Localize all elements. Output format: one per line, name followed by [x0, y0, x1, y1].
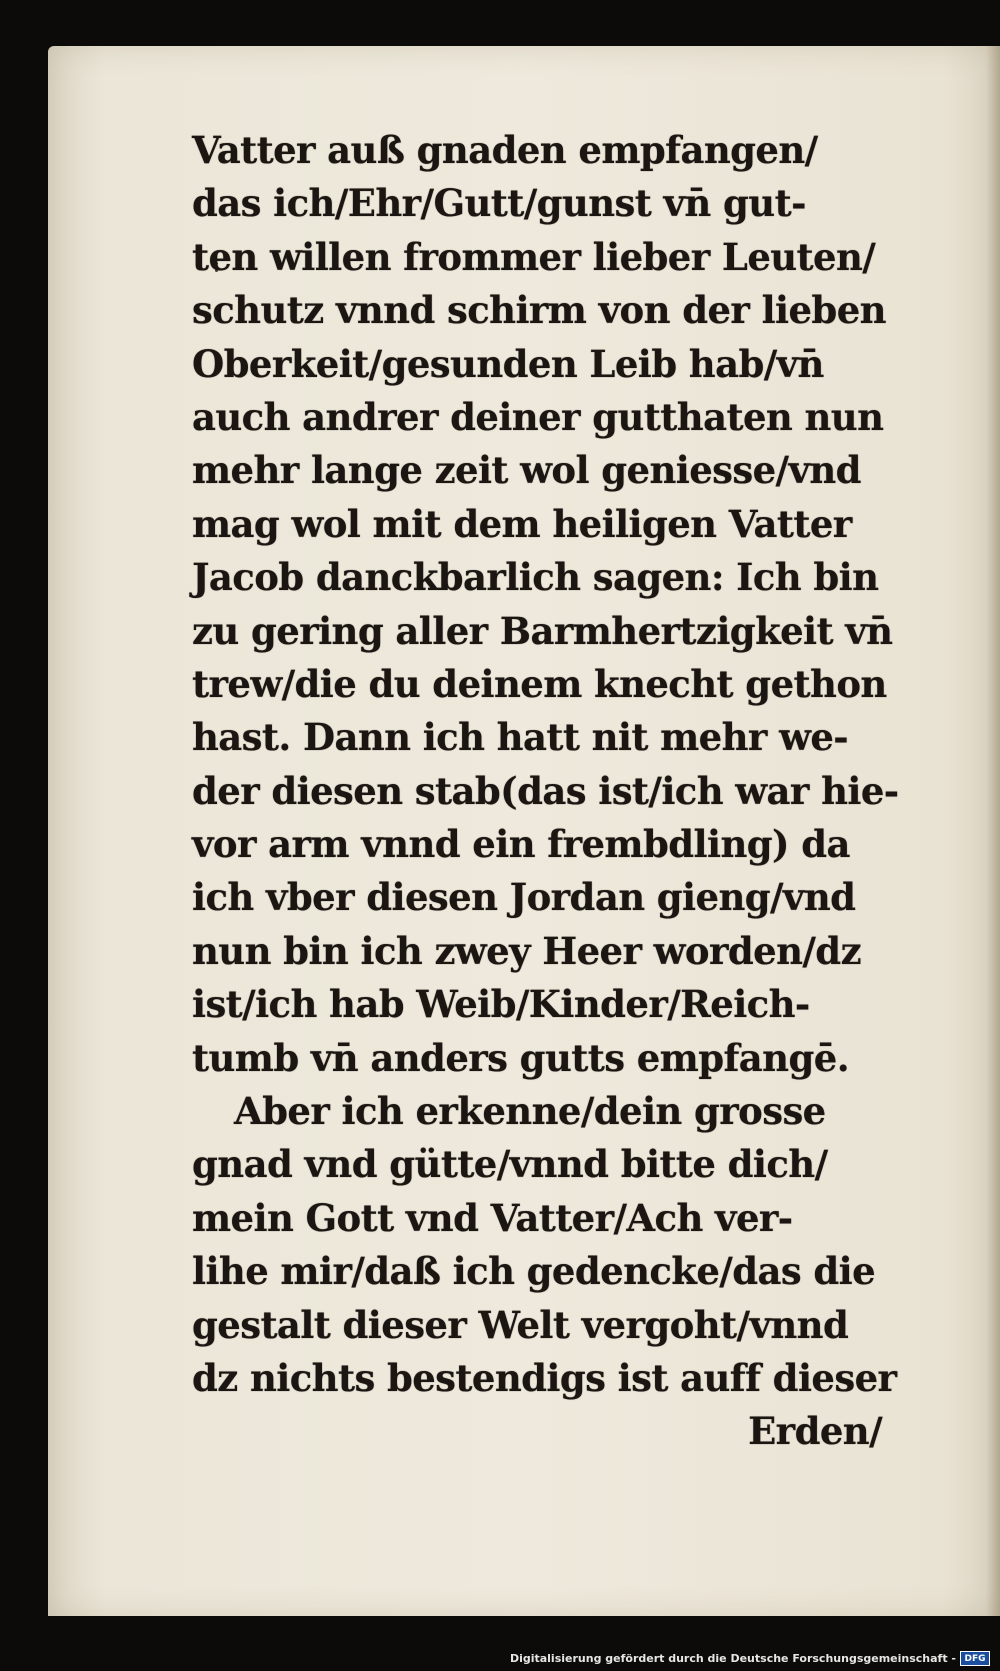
body-text: [192, 124, 899, 1459]
text-line: tumb vn̄ anders gutts empfangē.: [192, 1035, 849, 1080]
text-line: dz nichts bestendigs ist auff dieser: [192, 1355, 897, 1400]
text-line: Jacob danckbarlich sagen: Ich bin: [192, 555, 879, 600]
page-edge-shadow: [986, 46, 1000, 1616]
text-line: trew/die du deinem knecht gethon: [192, 661, 887, 706]
text-line: ten willen frommer lieber Leuten/: [192, 234, 876, 279]
catchword: Erden/: [748, 1409, 882, 1454]
text-line: schutz vnnd schirm von der lieben: [192, 288, 886, 333]
text-line: vor arm vnnd ein frembdling) da: [192, 822, 850, 867]
text-line: nun bin ich zwey Heer worden/dz: [192, 928, 861, 973]
funding-credit: Digitalisierung gefördert durch die Deutsche Forschungsgemeinschaft -: [509, 1652, 956, 1665]
text-line: gestalt dieser Welt vergoht/vnnd: [192, 1302, 849, 1347]
text-line: ist/ich hab Weib/Kinder/Reich-: [192, 982, 810, 1027]
footer-bar: [0, 1645, 1000, 1671]
text-line: der diesen stab(das ist/ich war hie-: [192, 768, 899, 813]
text-line: zu gering aller Barmhertzigkeit vn̄: [192, 608, 893, 653]
text-line: Oberkeit/gesunden Leib hab/vn̄: [192, 341, 824, 386]
text-line: mein Gott vnd Vatter/Ach ver-: [192, 1195, 793, 1240]
paragraph-start-line: Aber ich erkenne/dein grosse: [234, 1089, 826, 1134]
text-line: mag wol mit dem heiligen Vatter: [192, 501, 852, 546]
dfg-logo: DFG: [960, 1651, 990, 1666]
text-line: gnad vnd gütte/vnnd bitte dich/: [192, 1142, 828, 1187]
text-line: mehr lange zeit wol geniesse/vnd: [192, 448, 861, 493]
text-line: lihe mir/daß ich gedencke/das die: [192, 1249, 876, 1294]
text-line: ich vber diesen Jordan gieng/vnd: [192, 875, 856, 920]
text-line: das ich/Ehr/Gutt/gunst vn̄ gut-: [192, 181, 806, 226]
text-line: Vatter auß gnaden empfangen/: [192, 128, 818, 172]
text-line: auch andrer deiner gutthaten nun: [192, 394, 884, 439]
text-line: hast. Dann ich hatt nit mehr we-: [192, 715, 849, 760]
